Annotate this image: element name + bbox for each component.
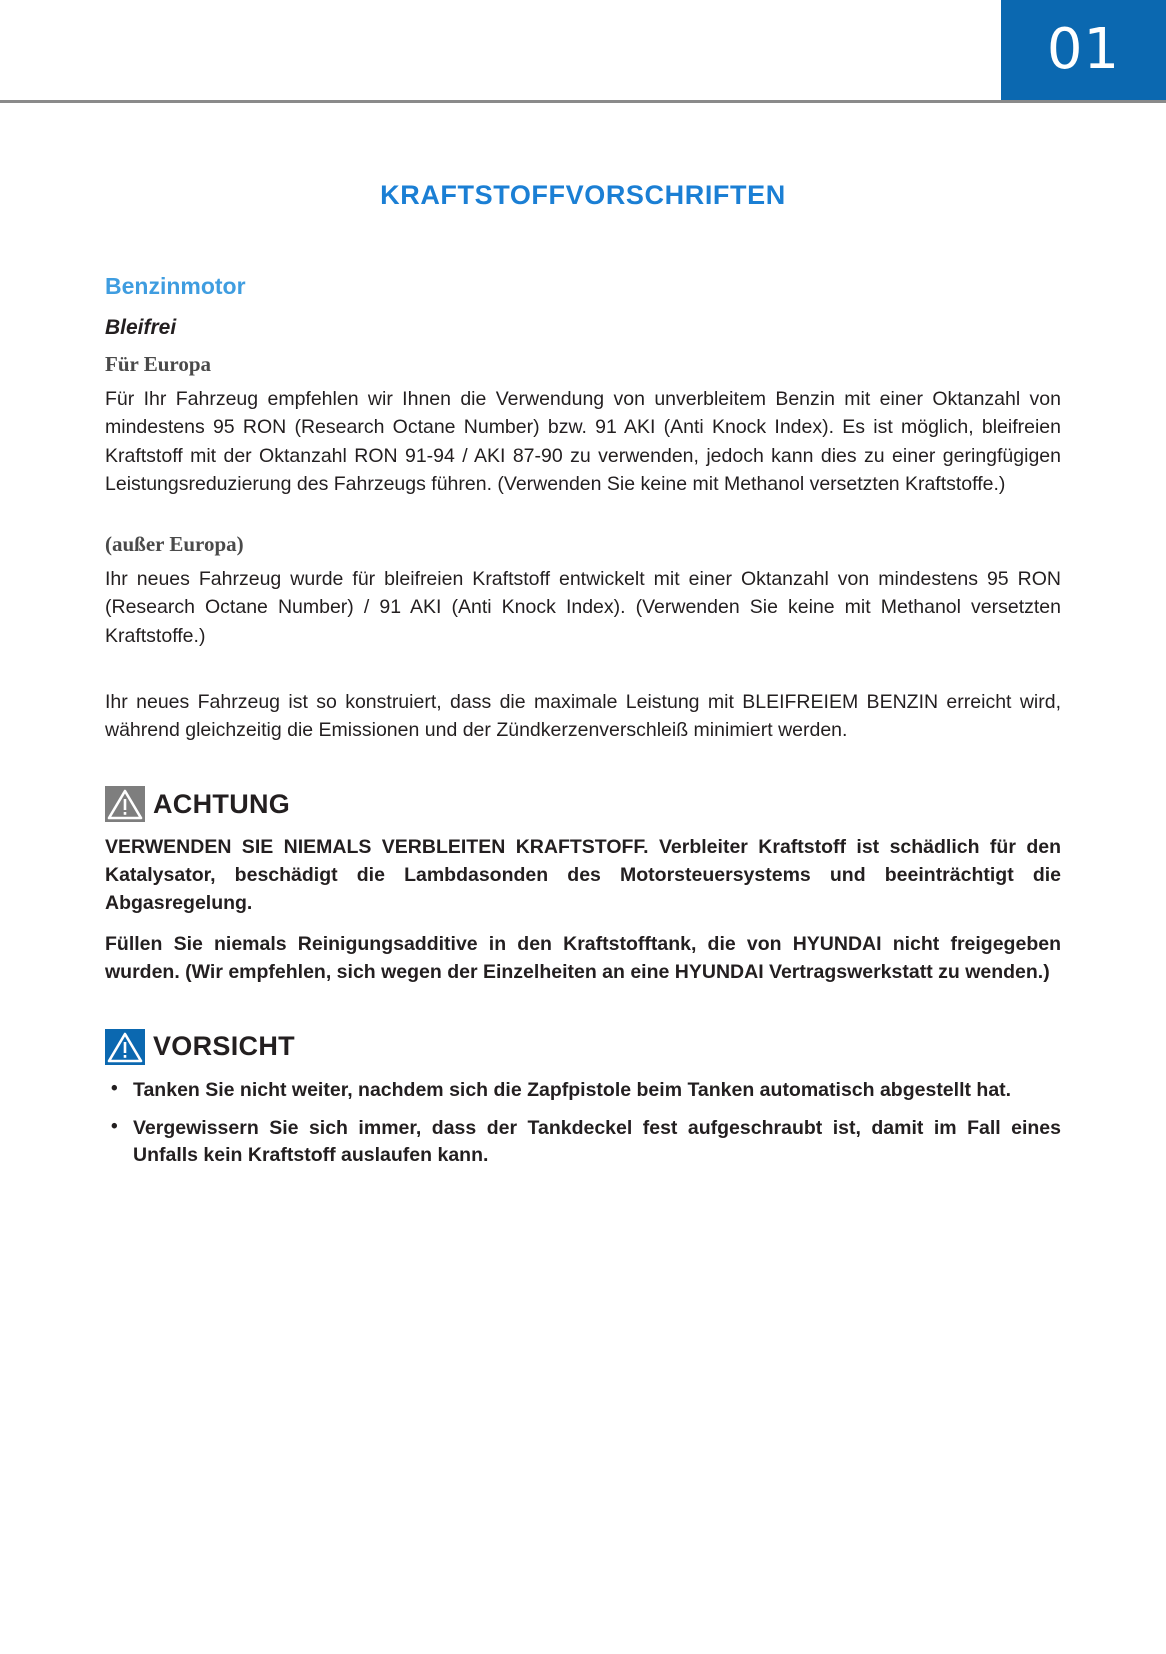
notice-vorsicht-list — [105, 1077, 1061, 1170]
page-content — [0, 180, 1166, 1170]
notice-vorsicht-label: VORSICHT — [153, 1031, 295, 1062]
page-title: KRAFTSTOFFVORSCHRIFTEN — [380, 180, 786, 210]
notice-achtung — [105, 786, 1061, 986]
spacer — [105, 498, 1061, 520]
sub-heading-bleifrei: Bleifrei — [105, 316, 177, 339]
notice-achtung-label: ACHTUNG — [153, 788, 291, 819]
notice-achtung-paragraph-2: Füllen Sie niemals Reinigungsadditive in den Kraftstofftank, die von HYUNDAI nicht freigegeben wurden. (Wir empfehlen, sich wegen der Einzelheiten an eine HYUNDAI Vertragswerkstatt zu wenden.) — [105, 933, 1061, 984]
notice-achtung-paragraph-1: VERWENDEN SIE NIEMALS VERBLEITEN KRAFTSTOFF. Verbleiter Kraftstoff ist schädlich für den Katalysator, beschädigt die Lambdasonden des Motorsteuersystems und beeinträchtigt die Abgasregelung. — [105, 836, 1061, 914]
spacer — [105, 650, 1061, 680]
heading-ausser-europa: (außer Europa) — [105, 532, 244, 557]
section-heading-benzinmotor: Benzinmotor — [105, 273, 246, 299]
header-divider — [0, 100, 1166, 103]
warning-triangle-icon — [105, 1029, 145, 1065]
paragraph-europe: Für Ihr Fahrzeug empfehlen wir Ihnen die Verwendung von unverbleitem Benzin mit einer Oktanzahl von mindestens 95 RON (Research Octane Number) bzw. 91 AKI (Anti Knock Index). Es ist möglich, bleifreien Kraftstoff mit der Oktanzahl RON 91-94 / AKI 87-90 zu verwenden, jedoch kann dies zu einer geringfügigen Leistungsreduzierung des Fahrzeugs führen. (Verwenden Sie keine mit Methanol versetzten Kraftstoffe.) — [105, 388, 1061, 495]
list-item: • Tanken Sie nicht weiter, nachdem sich die Zapfpistole beim Tanken automatisch abgestellt hat. — [105, 1077, 1061, 1105]
notice-achtung-body — [105, 834, 1061, 986]
notice-vorsicht-header — [105, 1029, 1061, 1065]
page-header — [0, 0, 1166, 105]
warning-triangle-icon — [105, 786, 145, 822]
notice-vorsicht — [105, 1029, 1061, 1170]
heading-fuer-europa: Für Europa — [105, 352, 212, 376]
chapter-tab — [1001, 0, 1166, 100]
paragraph-design: Ihr neues Fahrzeug ist so konstruiert, dass die maximale Leistung mit BLEIFREIEM BENZIN erreicht wird, während gleichzeitig die Emissionen und der Zündkerzenverschleiß minimiert werden. — [105, 690, 1061, 742]
notice-achtung-header — [105, 786, 1061, 822]
list-item: • Vergewissern Sie sich immer, dass der Tankdeckel fest aufgeschraubt ist, damit im Fall eines Unfalls kein Kraftstoff auslaufen kann. — [105, 1115, 1061, 1170]
chapter-number: 01 — [1046, 17, 1121, 82]
paragraph-outside-europe: Ihr neues Fahrzeug wurde für bleifreien Kraftstoff entwickelt mit einer Oktanzahl von mindestens 95 RON (Research Octane Number) / 91 AKI (Anti Knock Index). (Verwenden Sie keine mit Methanol versetzten Kraftstoffe.) — [105, 568, 1061, 647]
